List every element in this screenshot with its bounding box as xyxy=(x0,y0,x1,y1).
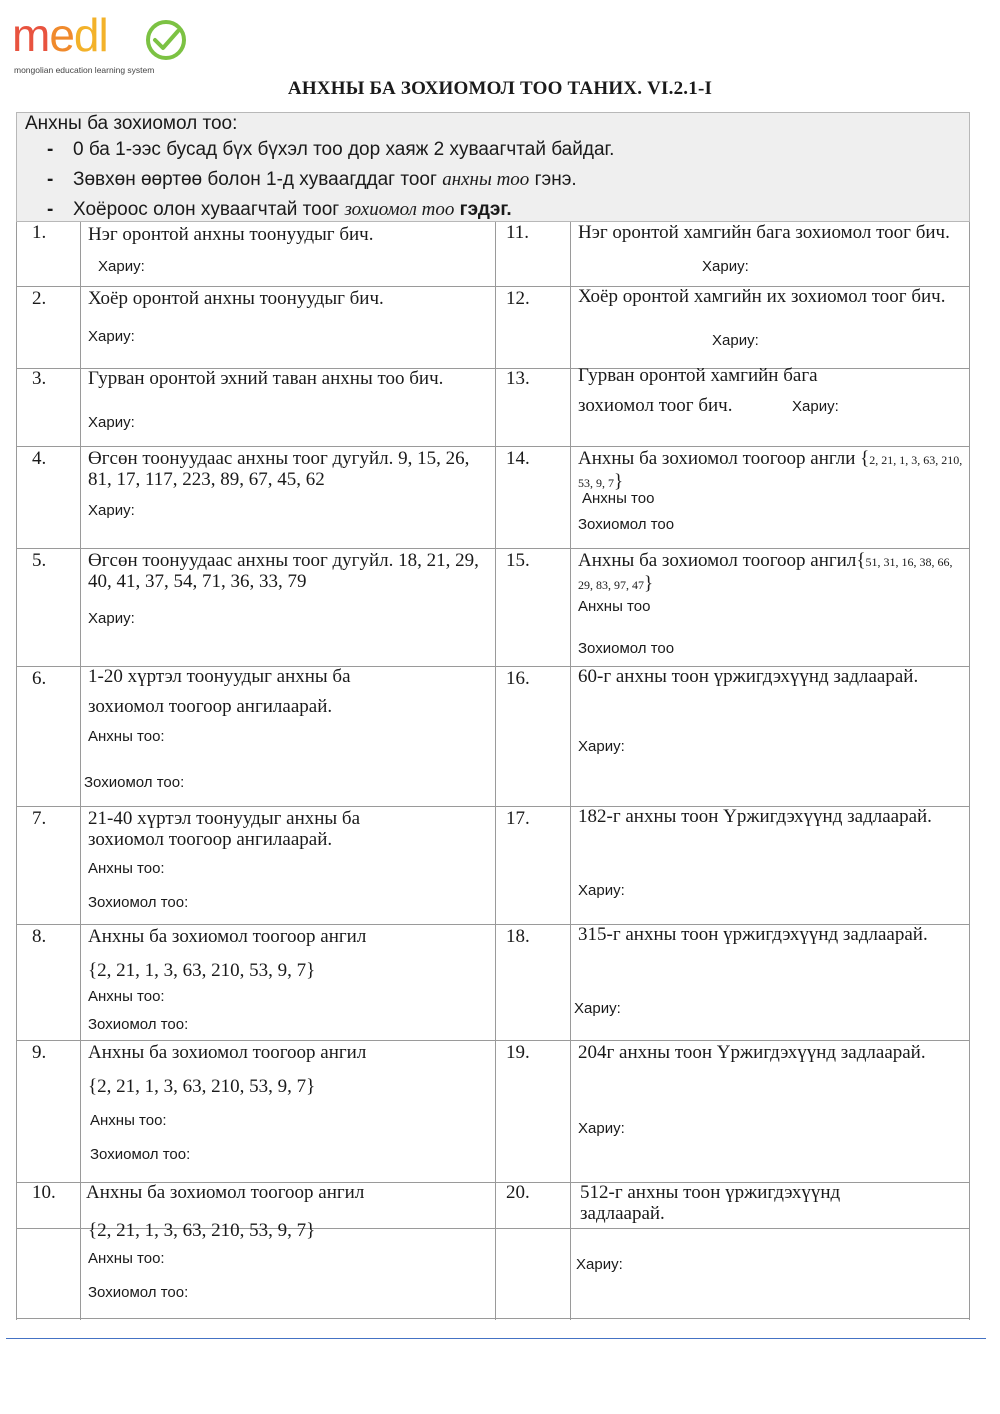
question-text: 315-г анхны тоон үржигдэхүүнд задлаарай. xyxy=(578,924,928,945)
question-number: 9. xyxy=(32,1042,47,1063)
answer-label: Хариу: xyxy=(574,1000,621,1017)
number-set: {2, 21, 1, 3, 63, 210, 53, 9, 7} xyxy=(88,1076,316,1097)
question-number: 13. xyxy=(506,368,530,389)
question-text: 182-г анхны тоон Үржигдэхүүнд задлаарай. xyxy=(578,806,932,827)
definition-item: - Хоёроос олон хуваагчтай тоог зохиомол тоо гэдэг. xyxy=(47,199,512,220)
question-text: Өгсөн тоонуудаас анхны тоог дугуйл. 18, 21, 29, 40, 41, 37, 54, 71, 36, 33, 79 xyxy=(88,550,479,592)
question-number: 1. xyxy=(32,222,47,243)
composite-label: Зохиомол тоо: xyxy=(88,894,189,911)
question-number: 11. xyxy=(506,222,530,243)
question-number: 5. xyxy=(32,550,47,571)
checkmark-logo-icon xyxy=(144,18,188,62)
prime-label: Анхны тоо: xyxy=(88,728,165,745)
question-number: 8. xyxy=(32,926,47,947)
answer-label: Хариу: xyxy=(712,332,759,349)
question-text: Анхны ба зохиомол тоогоор англи {2, 21, 1, 3, 63, 210, 53, 9, 7} xyxy=(578,448,963,492)
question-number: 17. xyxy=(506,808,530,829)
answer-label: Хариу: xyxy=(88,328,135,345)
composite-label: Зохиомол тоо xyxy=(578,516,675,533)
composite-label: Зохиомол тоо: xyxy=(90,1146,191,1163)
question-text: Хоёр оронтой анхны тоонуудыг бич. xyxy=(88,288,384,309)
question-text: Нэг оронтой анхны тоонуудыг бич. xyxy=(88,224,374,245)
answer-label: Хариу: xyxy=(578,882,625,899)
composite-label: Зохиомол тоо xyxy=(578,640,675,657)
question-text: 60-г анхны тоон үржигдэхүүнд задлаарай. xyxy=(578,666,919,687)
question-number: 7. xyxy=(32,808,47,829)
question-table xyxy=(16,222,970,1320)
question-text: Анхны ба зохиомол тоогоор ангил xyxy=(86,1182,365,1203)
definition-item: - Зөвхөн өөртөө болон 1-д хуваагддаг тоог анхны тоо гэнэ. xyxy=(47,169,577,190)
question-text: Анхны ба зохиомол тоогоор ангил xyxy=(88,1042,367,1063)
logo-wordmark: medl xyxy=(12,9,108,61)
answer-label: Хариу: xyxy=(576,1256,623,1273)
answer-label: Хариу: xyxy=(88,502,135,519)
number-set: {2, 21, 1, 3, 63, 210, 53, 9, 7} xyxy=(88,1220,316,1241)
logo-tagline: mongolian education learning system xyxy=(14,65,155,75)
medle-logo xyxy=(12,10,192,74)
definition-box xyxy=(16,112,970,222)
question-number: 4. xyxy=(32,448,47,469)
composite-label: Зохиомол тоо: xyxy=(84,774,185,791)
question-text: 21-40 хүртэл тоонуудыг анхны ба зохиомол тоогоор ангилаарай. xyxy=(88,808,361,850)
page-bottom-rule xyxy=(6,1338,986,1339)
definition-item: - 0 ба 1-ээс бусад бүх бүхэл тоо дор хаяж 2 хуваагчтай байдаг. xyxy=(47,139,615,160)
number-set: {2, 21, 1, 3, 63, 210, 53, 9, 7} xyxy=(88,960,316,981)
answer-label: Хариу: xyxy=(98,258,145,275)
answer-label: Хариу: xyxy=(88,610,135,627)
answer-label: Хариу: xyxy=(88,414,135,431)
question-number: 6. xyxy=(32,668,47,689)
question-number: 3. xyxy=(32,368,47,389)
prime-label: Анхны тоо: xyxy=(88,1250,165,1267)
question-text: Анхны ба зохиомол тоогоор ангил{51, 31, 16, 38, 66, 29, 83, 97, 47} xyxy=(578,550,953,594)
prime-label: Анхны тоо: xyxy=(88,988,165,1005)
question-text: Нэг оронтой хамгийн бага зохиомол тоог бич. xyxy=(578,222,950,243)
composite-label: Зохиомол тоо: xyxy=(88,1016,189,1033)
question-text: Өгсөн тоонуудаас анхны тоог дугуйл. 9, 15, 26, 81, 17, 117, 223, 89, 67, 45, 62 xyxy=(88,448,470,490)
definition-heading: Анхны ба зохиомол тоо: xyxy=(25,113,238,134)
question-number: 19. xyxy=(506,1042,530,1063)
question-number: 18. xyxy=(506,926,530,947)
answer-label: Хариу: xyxy=(702,258,749,275)
question-number: 14. xyxy=(506,448,530,469)
question-text: Хоёр оронтой хамгийн их зохиомол тоог бич. xyxy=(578,286,946,307)
question-number: 15. xyxy=(506,550,530,571)
question-text: Анхны ба зохиомол тоогоор ангил xyxy=(88,926,367,947)
composite-label: Зохиомол тоо: xyxy=(88,1284,189,1301)
question-text: Гурван оронтой хамгийн бага зохиомол тоог бич. xyxy=(578,365,818,416)
answer-label: Хариу: xyxy=(578,738,625,755)
answer-label: Хариу: xyxy=(792,398,839,415)
question-text: 512-г анхны тоон үржигдэхүүнд задлаарай. xyxy=(580,1182,841,1224)
prime-label: Анхны тоо: xyxy=(90,1112,167,1129)
question-number: 10. xyxy=(32,1182,56,1203)
answer-label: Хариу: xyxy=(578,1120,625,1137)
prime-label: Анхны тоо xyxy=(578,598,651,615)
question-number: 20. xyxy=(506,1182,530,1203)
prime-label: Анхны тоо: xyxy=(88,860,165,877)
question-number: 16. xyxy=(506,668,530,689)
question-text: 204г анхны тоон Үржигдэхүүнд задлаарай. xyxy=(578,1042,926,1063)
prime-label: Анхны тоо xyxy=(582,490,655,507)
question-text: Гурван оронтой эхний таван анхны тоо бич. xyxy=(88,368,444,389)
question-number: 2. xyxy=(32,288,47,309)
question-text: 1-20 хүртэл тоонуудыг анхны ба зохиомол тоогоор ангилаарай. xyxy=(88,666,351,717)
question-number: 12. xyxy=(506,288,530,309)
worksheet-title: АНХНЫ БА ЗОХИОМОЛ ТОО ТАНИХ. VI.2.1-I xyxy=(287,78,713,99)
